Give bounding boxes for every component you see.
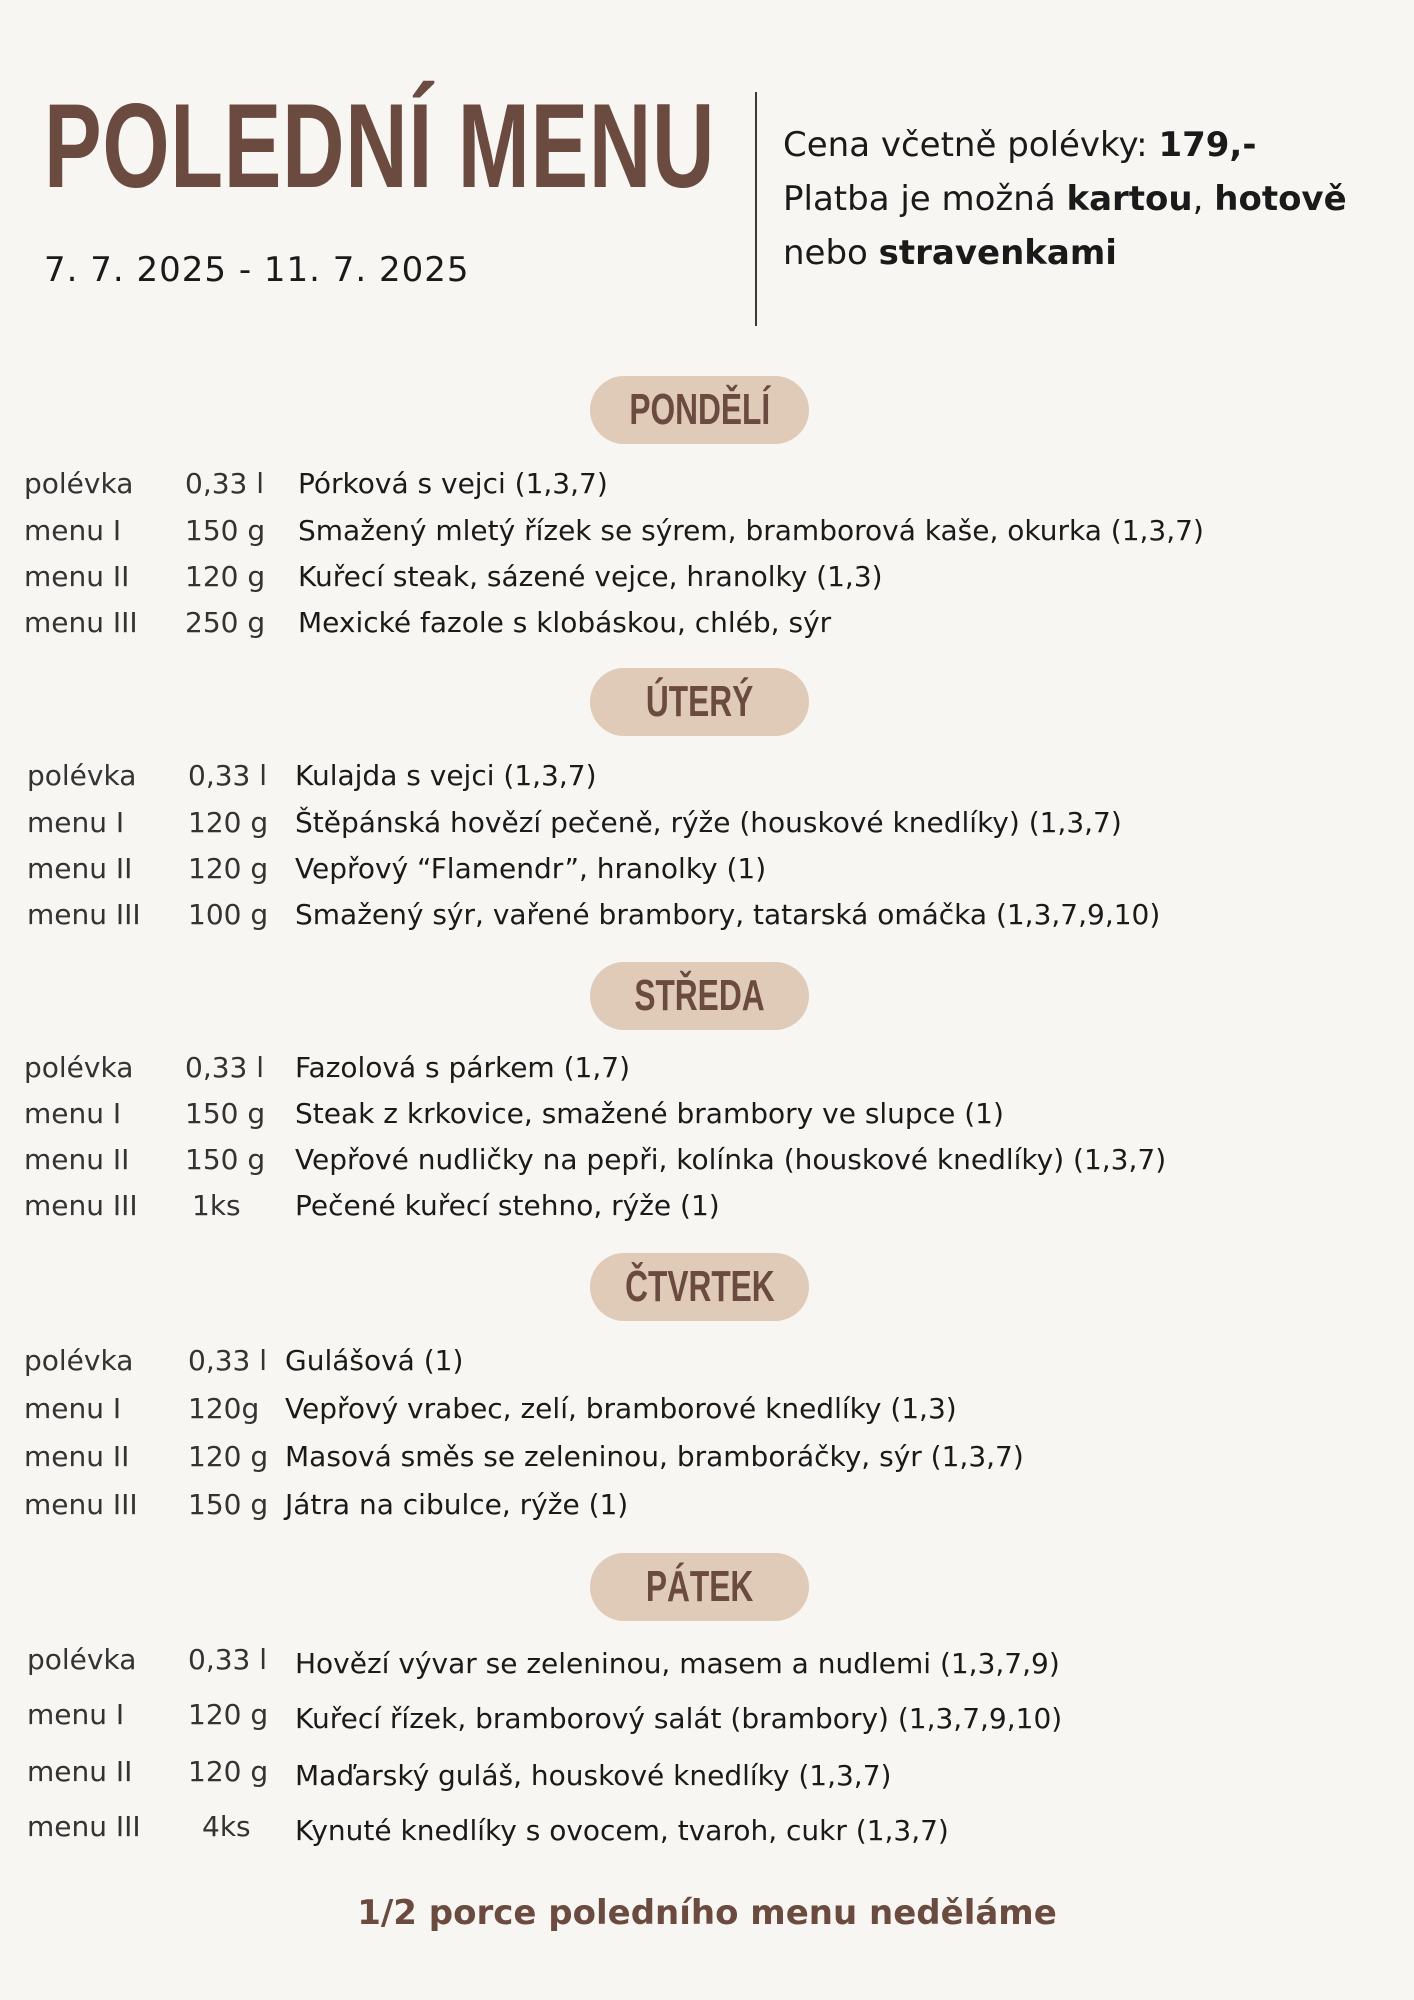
menu-category: menu II [24, 1143, 130, 1176]
menu-quantity: 0,33 l [185, 1051, 265, 1084]
menu-dish: Játra na cibulce, rýže (1) [285, 1488, 629, 1521]
menu-quantity: 120 g [188, 1698, 269, 1731]
menu-quantity: 150 g [185, 514, 266, 547]
payment-vouchers: stravenkami [878, 233, 1117, 273]
payment-line [783, 172, 1347, 226]
menu-quantity: 1ks [192, 1189, 241, 1222]
menu-dish: Vepřový vrabec, zelí, bramborové knedlíky (1,3) [285, 1392, 957, 1425]
menu-quantity: 120 g [185, 560, 266, 593]
menu-category: polévka [24, 467, 134, 500]
menu-quantity: 120 g [188, 1440, 269, 1473]
payment-line-2 [783, 226, 1347, 280]
menu-dish: Masová směs se zeleninou, bramboráčky, sýr (1,3,7) [285, 1440, 1024, 1473]
payment-or: nebo [783, 233, 879, 273]
menu-category: menu I [24, 1392, 122, 1425]
day-heading-monday [590, 376, 809, 444]
menu-dish: Steak z krkovice, smažené brambory ve slupce (1) [295, 1097, 1004, 1130]
footer-note: 1/2 porce poledního menu neděláme [357, 1893, 1057, 1933]
menu-dish: Smažený sýr, vařené brambory, tatarská omáčka (1,3,7,9,10) [295, 898, 1161, 931]
menu-quantity: 150 g [188, 1488, 269, 1521]
price-value: 179,- [1158, 125, 1257, 165]
menu-quantity: 150 g [185, 1143, 266, 1176]
price-info [783, 118, 1347, 280]
menu-dish: Pečené kuřecí stehno, rýže (1) [295, 1189, 720, 1222]
menu-quantity: 0,33 l [188, 1643, 268, 1676]
menu-dish: Gulášová (1) [285, 1344, 464, 1377]
menu-dish: Maďarský guláš, houskové knedlíky (1,3,7) [295, 1759, 892, 1792]
menu-category: menu III [27, 1810, 141, 1843]
menu-category: menu II [24, 560, 130, 593]
menu-dish: Vepřové nudličky na pepři, kolínka (houskové knedlíky) (1,3,7) [295, 1143, 1167, 1176]
day-heading-wednesday [590, 962, 809, 1030]
menu-quantity: 120 g [188, 1755, 269, 1788]
menu-quantity: 4ks [202, 1810, 251, 1843]
day-name: PÁTEK [645, 1562, 754, 1611]
menu-quantity: 0,33 l [188, 1344, 268, 1377]
day-heading-thursday [590, 1253, 809, 1321]
payment-label: Platba je možná [783, 179, 1067, 219]
menu-quantity: 120g [188, 1392, 260, 1425]
page-title: POLEDNÍ MENU [44, 79, 716, 213]
menu-category: menu I [24, 1097, 122, 1130]
menu-category: polévka [27, 759, 137, 792]
menu-dish: Kuřecí steak, sázené vejce, hranolky (1,3) [298, 560, 883, 593]
menu-category: menu I [27, 1698, 125, 1731]
menu-category: polévka [24, 1344, 134, 1377]
menu-quantity: 150 g [185, 1097, 266, 1130]
menu-category: menu I [27, 806, 125, 839]
menu-category: menu II [24, 1440, 130, 1473]
header-divider [755, 92, 757, 326]
day-name: STŘEDA [634, 971, 765, 1020]
menu-dish: Kuřecí řízek, bramborový salát (brambory) (1,3,7,9,10) [295, 1702, 1063, 1735]
menu-quantity: 0,33 l [188, 759, 268, 792]
payment-cash: hotově [1214, 179, 1347, 219]
menu-dish: Kynuté knedlíky s ovocem, tvaroh, cukr (1,3,7) [295, 1814, 949, 1847]
menu-category: menu II [27, 852, 133, 885]
menu-dish: Pórková s vejci (1,3,7) [298, 467, 608, 500]
day-heading-tuesday [590, 668, 809, 736]
payment-card: kartou [1066, 179, 1193, 219]
menu-category: polévka [24, 1051, 134, 1084]
menu-quantity: 0,33 l [185, 467, 265, 500]
menu-category: menu II [27, 1755, 133, 1788]
menu-category: menu III [24, 1189, 138, 1222]
day-heading-friday [590, 1553, 809, 1621]
menu-dish: Kulajda s vejci (1,3,7) [295, 759, 597, 792]
price-line [783, 118, 1347, 172]
menu-dish: Mexické fazole s klobáskou, chléb, sýr [298, 606, 832, 639]
day-name: ÚTERÝ [645, 677, 754, 726]
menu-dish: Fazolová s párkem (1,7) [295, 1051, 630, 1084]
menu-dish: Vepřový “Flamendr”, hranolky (1) [295, 852, 767, 885]
day-name: ČTVRTEK [624, 1262, 775, 1311]
menu-category: menu I [24, 514, 122, 547]
price-label: Cena včetně polévky: [783, 125, 1159, 165]
day-name: PONDĚLÍ [629, 385, 770, 434]
menu-category: menu III [27, 898, 141, 931]
menu-category: menu III [24, 606, 138, 639]
menu-quantity: 100 g [188, 898, 269, 931]
menu-category: menu III [24, 1488, 138, 1521]
date-range: 7. 7. 2025 - 11. 7. 2025 [44, 250, 470, 290]
menu-dish: Hovězí vývar se zeleninou, masem a nudlemi (1,3,7,9) [295, 1647, 1060, 1680]
menu-category: polévka [27, 1643, 137, 1676]
menu-quantity: 250 g [185, 606, 266, 639]
menu-dish: Smažený mletý řízek se sýrem, bramborová kaše, okurka (1,3,7) [298, 514, 1204, 547]
menu-quantity: 120 g [188, 806, 269, 839]
payment-separator: , [1192, 179, 1215, 219]
menu-quantity: 120 g [188, 852, 269, 885]
menu-dish: Štěpánská hovězí pečeně, rýže (houskové knedlíky) (1,3,7) [295, 806, 1122, 839]
